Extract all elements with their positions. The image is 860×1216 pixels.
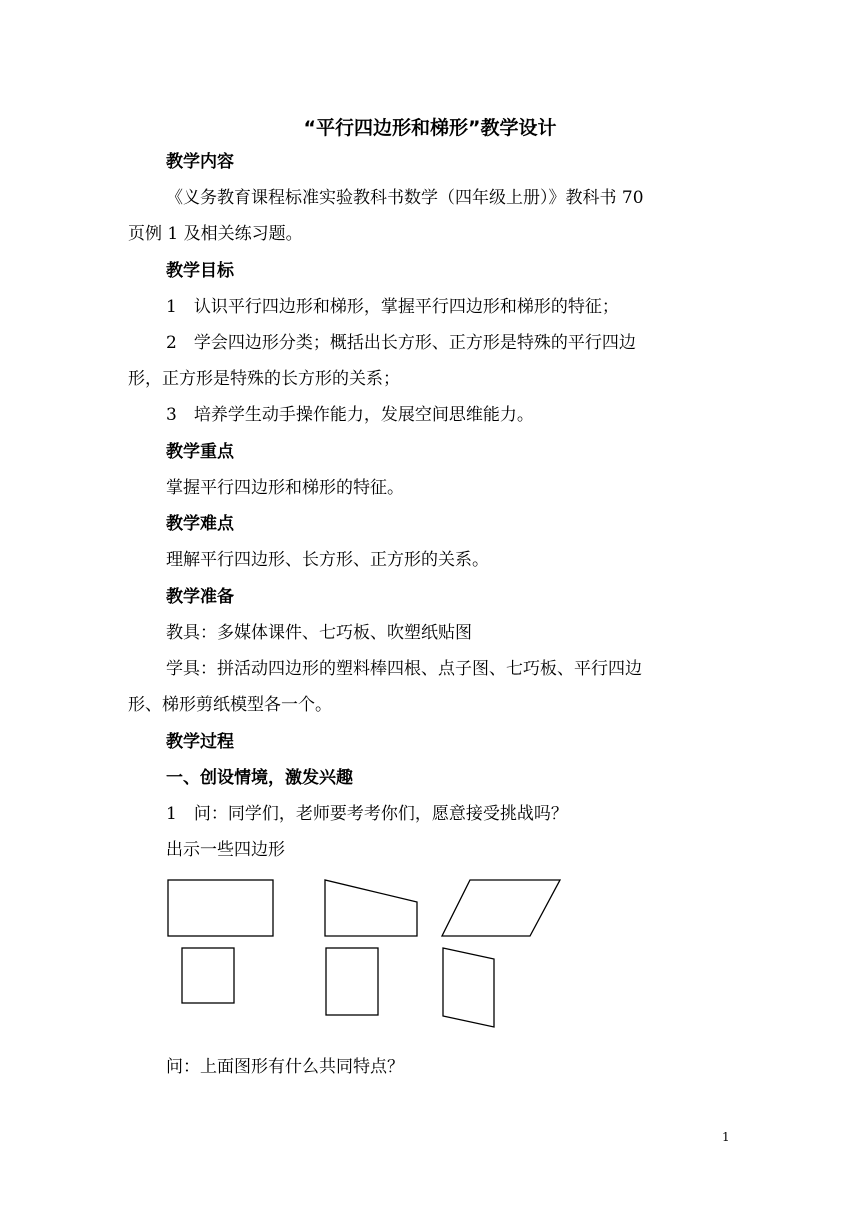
objective-item: 2 学会四边形分类；概括出长方形、正方形是特殊的平行四边 — [166, 333, 636, 353]
square-shape — [182, 948, 234, 1003]
heading-key-points: 教学重点 — [166, 442, 234, 462]
objective-item: 3 培养学生动手操作能力，发展空间思维能力。 — [166, 405, 534, 425]
paragraph-line: 理解平行四边形、长方形、正方形的关系。 — [166, 550, 489, 570]
rectangle-shape — [326, 948, 378, 1015]
paragraph-line: 页例 1 及相关练习题。 — [128, 224, 303, 244]
heading-difficulties: 教学难点 — [166, 514, 234, 534]
paragraph-line: 教具：多媒体课件、七巧板、吹塑纸贴图 — [166, 623, 472, 643]
document-title: “平行四边形和梯形”教学设计 — [303, 117, 557, 139]
objective-item: 1 认识平行四边形和梯形，掌握平行四边形和梯形的特征； — [166, 297, 619, 317]
heading-preparation: 教学准备 — [166, 587, 234, 607]
page-number: 1 — [722, 1130, 730, 1144]
heading-section-one: 一、创设情境，激发兴趣 — [166, 768, 353, 788]
parallelogram-shape — [442, 880, 560, 936]
rectangle-shape — [168, 880, 273, 936]
trapezoid-shape — [325, 880, 417, 936]
parallelogram-shape — [443, 948, 494, 1027]
heading-content: 教学内容 — [166, 152, 234, 172]
paragraph-line: 学具：拼活动四边形的塑料棒四根、点子图、七巧板、平行四边 — [166, 659, 642, 679]
paragraph-line: 1 问：同学们，老师要考考你们，愿意接受挑战吗？ — [166, 804, 568, 824]
paragraph-line: 掌握平行四边形和梯形的特征。 — [166, 478, 404, 498]
paragraph-line: 出示一些四边形 — [166, 840, 285, 860]
paragraph-line: 形、梯形剪纸模型各一个。 — [128, 695, 332, 715]
paragraph-line: 问：上面图形有什么共同特点？ — [166, 1057, 404, 1077]
heading-process: 教学过程 — [166, 732, 234, 752]
paragraph-line: 《义务教育课程标准实验教科书数学（四年级上册）》教科书 70 — [166, 188, 644, 208]
heading-objectives: 教学目标 — [166, 261, 234, 281]
objective-item-continued: 形，正方形是特殊的长方形的关系； — [128, 369, 400, 389]
quadrilaterals-figure — [160, 872, 570, 1034]
